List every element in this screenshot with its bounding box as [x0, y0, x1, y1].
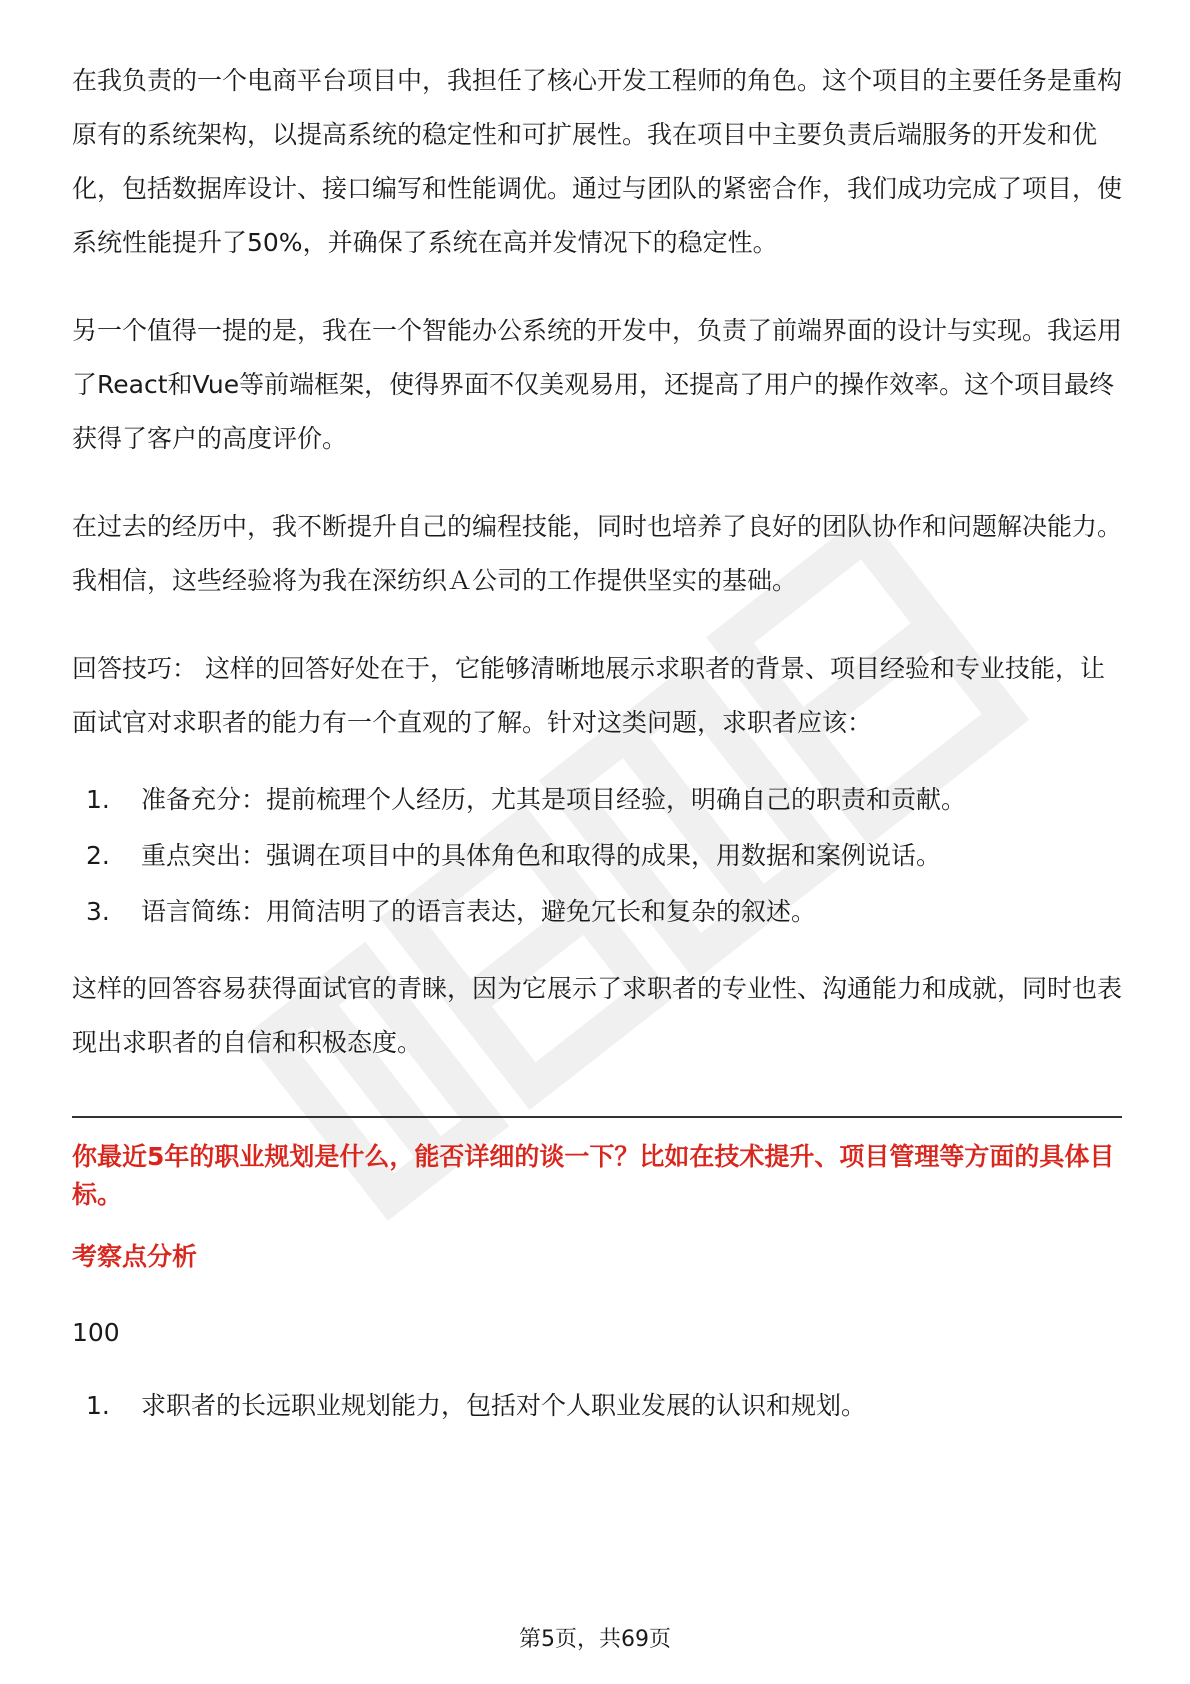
paragraph-ecommerce-project: 在我负责的一个电商平台项目中，我担任了核心开发工程师的角色。这个项目的主要任务是重构原有的系统架构，以提高系统的稳定性和可扩展性。我在项目中主要负责后端服务的开发和优化，包括数据库设计、接口编写和性能调优。通过与团队的紧密合作，我们成功完成了项目，使系统性能提升了50%，并确保了系统在高并发情况下的稳定性。: [72, 66, 1123, 257]
section-title: 考察点分析: [72, 1242, 198, 1271]
paragraph-office-system: 另一个值得一提的是，我在一个智能办公系统的开发中，负责了前端界面的设计与实现。我运用了React和Vue等前端框架，使得界面不仅美观易用，还提高了用户的操作效率。这个项目最终获得了客户的高度评价。: [72, 316, 1123, 453]
tips-list: [72, 772, 1122, 940]
list-number: 1.: [86, 1391, 110, 1420]
list-text: 求职者的长远职业规划能力，包括对个人职业发展的认识和规划。: [141, 1391, 867, 1420]
list-text: 准备充分：提前梳理个人经历，尤其是项目经验，明确自己的职责和贡献。: [141, 785, 967, 814]
list-item: [72, 828, 1122, 884]
list-number: 1.: [86, 785, 110, 814]
list-number: 2.: [86, 841, 110, 870]
paragraph-answer-tips: 回答技巧： 这样的回答好处在于，它能够清晰地展示求职者的背景、项目经验和专业技能，让面试官对求职者的能力有一个直观的了解。针对这类问题，求职者应该：: [72, 654, 1105, 737]
analysis-list: [72, 1378, 1122, 1434]
paragraph-experience: 在过去的经历中，我不断提升自己的编程技能，同时也培养了良好的团队协作和问题解决能力。我相信，这些经验将为我在深纺织Ａ公司的工作提供坚实的基础。: [72, 512, 1123, 595]
list-item: [72, 884, 1122, 940]
score-value: 100: [72, 1318, 120, 1347]
list-text: 语言简练：用简洁明了的语言表达，避免冗长和复杂的叙述。: [141, 897, 817, 926]
paragraph-conclusion: 这样的回答容易获得面试官的青睐，因为它展示了求职者的专业性、沟通能力和成就，同时也表现出求职者的自信和积极态度。: [72, 974, 1123, 1057]
list-item: [72, 772, 1122, 828]
page-footer: 第5页，共69页: [519, 1627, 671, 1652]
question-heading: 你最近5年的职业规划是什么，能否详细的谈一下？比如在技术提升、项目管理等方面的具体目标。: [72, 1142, 1115, 1209]
list-item: [72, 1378, 1122, 1434]
list-text: 重点突出：强调在项目中的具体角色和取得的成果，用数据和案例说话。: [141, 841, 942, 870]
document-body: [72, 54, 1122, 1434]
list-number: 3.: [86, 897, 110, 926]
